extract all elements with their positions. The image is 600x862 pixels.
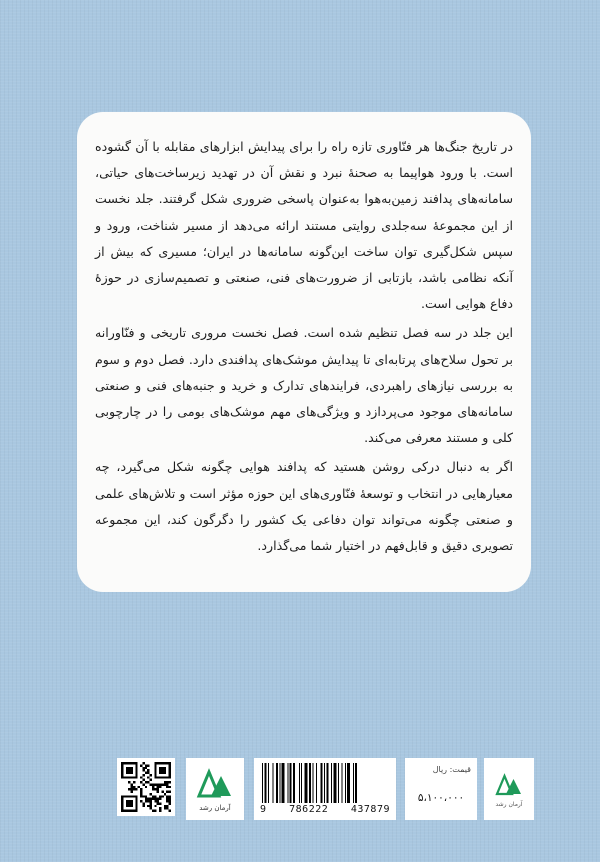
price-box: [405, 758, 477, 820]
back-cover-text-card: [77, 112, 531, 592]
paragraph-2: این جلد در سه فصل تنظیم شده است. فصل نخست مروری تاریخی و فنّاورانه بر تحول سلاح‌های پرتابه‌ای تا پیدایش موشک‌های پدافندی دارد. فصل دوم و سوم به بررسی نیازهای راهبردی، فرایندهای تدارک و خرید و جنبه‌های فنی و صنعتی سامانه‌های موجود می‌پردازد و ویژگی‌های مهم موشک‌های بومی را در چارچوبی کلی و مستند معرفی می‌کند.: [95, 325, 513, 446]
paragraph-3: اگر به دنبال درکی روشن هستید که پدافند هوایی چگونه شکل می‌گیرد، چه معیارهایی در انتخاب و توسعهٔ فنّاوری‌های این حوزه مؤثر است و تلاش‌های علمی و صنعتی چگونه می‌تواند توان دفاعی یک کشور را دگرگون کند، این مجموعه تصویری دقیق و قابل‌فهم در اختیار شما می‌گذارد.: [95, 459, 513, 554]
publisher-name: آرمان رشد: [199, 804, 231, 812]
publisher-small-logo: [484, 758, 534, 820]
price-label: قیمت: ریال: [432, 765, 471, 774]
bottom-strip: [0, 740, 600, 862]
barcode-bars: [260, 763, 390, 803]
publisher-logo-icon: [195, 766, 235, 802]
publisher-logo: [186, 758, 244, 820]
barcode-digits: [260, 804, 390, 815]
barcode-group-2: 437879: [350, 804, 390, 815]
isbn-barcode: [254, 758, 396, 820]
barcode-lead-digit: 9: [260, 804, 267, 815]
price-value: ۵،۱۰۰،۰۰۰: [417, 792, 465, 804]
qr-code-icon: [117, 758, 175, 816]
barcode-group-1: 786222: [289, 804, 329, 815]
publisher-small-name: آرمان رشد: [495, 800, 523, 808]
paragraph-1: در تاریخ جنگ‌ها هر فنّاوری تازه راه را برای پیدایش ابزارهای مقابله با آن گشوده است. با ورود هواپیما به صحنهٔ نبرد و نقش آن در تهدید زیرساخت‌های حیاتی، سامانه‌های پدافند زمین‌به‌هوا به‌عنوان پاسخی ضروری شکل گرفتند. جلد نخست از این مجموعهٔ سه‌جلدی روایتی مستند ارائه می‌دهد از مسیر شناخت، ورود و سپس شکل‌گیری توان ساخت این‌گونه سامانه‌ها در ایران؛ مسیری که بیش از آنکه نظامی باشد، بازتابی از ضرورت‌های فنی، صنعتی و تصمیم‌سازی در حوزهٔ دفاع هوایی است.: [95, 139, 513, 312]
publisher-logo-icon: [494, 771, 524, 799]
